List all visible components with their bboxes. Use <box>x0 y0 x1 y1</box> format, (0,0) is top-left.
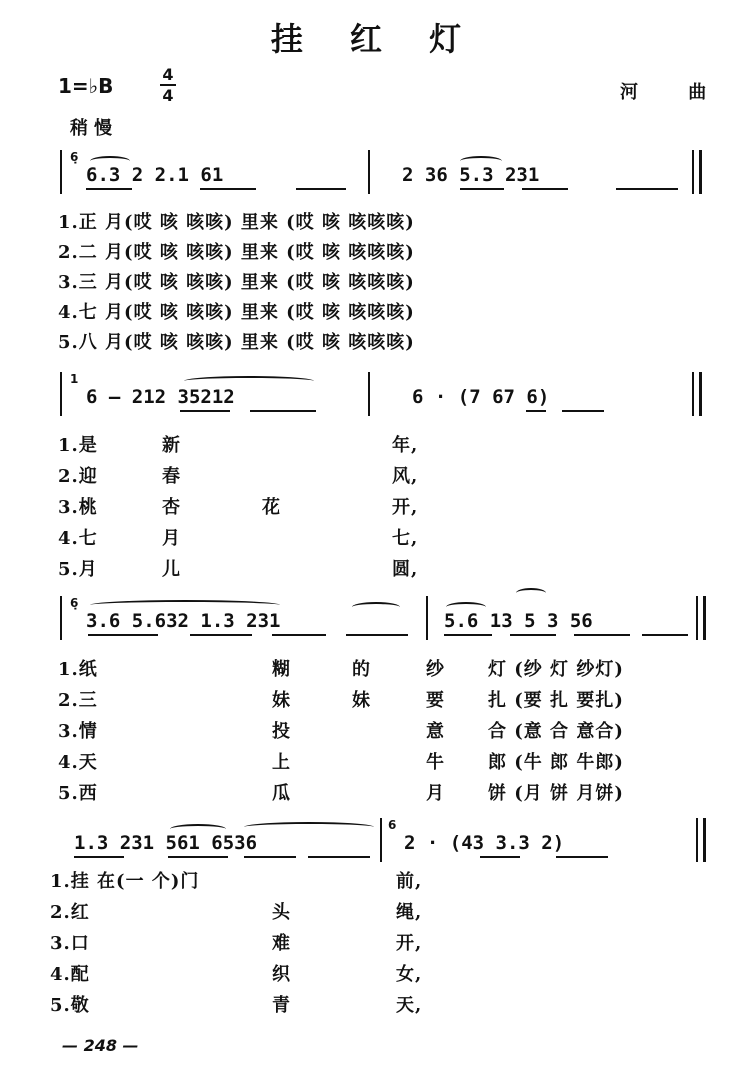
lyrics-block-4 <box>50 866 470 1021</box>
grace-note: 6 <box>388 818 397 832</box>
bar-line <box>60 596 62 640</box>
measure-8: 2 · (43 3.3 2) <box>404 832 565 854</box>
measure-5: 3.6 5.632 1.3 231 <box>86 610 281 632</box>
page-title: 挂 红 灯 <box>270 20 480 58</box>
lyric-line: 4.天 上 牛 郎 (牛 郎 牛郎) <box>58 752 624 773</box>
grace-note: 6̣ <box>70 150 79 164</box>
measure-4: 6 · (7 67 6) <box>412 386 550 408</box>
music-staff-1 <box>60 150 700 194</box>
lyric-line: 1.挂 在(一 个)门 前, <box>50 871 423 892</box>
bar-line <box>368 372 370 416</box>
bar-line <box>60 372 62 416</box>
lyric-line: 4.七 月(哎 咳 咳咳) 里来 (哎 咳 咳咳咳) <box>58 302 415 323</box>
measure-3: 6 — 212 35212 <box>86 386 235 408</box>
meter-top: 4 <box>162 65 174 84</box>
page-number: — 248 — <box>62 1036 139 1055</box>
lyric-line: 3.桃 杏 花 开, <box>58 497 419 518</box>
double-bar-line <box>696 818 706 862</box>
measure-2: 2 36 5.3 231 <box>402 164 540 186</box>
meter-bottom: 4 <box>162 86 174 105</box>
key-signature: 1=♭B <box>58 74 114 98</box>
lyric-line: 4.七 月 七, <box>58 528 419 549</box>
measure-6: 5.6 13 5 3 56 <box>444 610 593 632</box>
lyric-line: 5.八 月(哎 咳 咳咳) 里来 (哎 咳 咳咳咳) <box>58 332 415 353</box>
lyric-line: 1.纸 糊 的 纱 灯 (纱 灯 纱灯) <box>58 659 624 680</box>
lyric-line: 5.敬 青 天, <box>50 995 423 1016</box>
lyric-line: 1.是 新 年, <box>58 435 419 456</box>
measure-7: 1.3 231 561 6536 <box>74 832 258 854</box>
lyrics-block-1 <box>58 208 415 358</box>
bar-line <box>60 150 62 194</box>
tempo-marking: 稍慢 <box>70 118 118 139</box>
lyric-line: 4.配 织 女, <box>50 964 423 985</box>
bar-line <box>426 596 428 640</box>
lyrics-block-3 <box>58 654 708 809</box>
song-origin: 河 曲 <box>620 82 729 103</box>
lyric-line: 2.红 头 绳, <box>50 902 423 923</box>
lyrics-block-2 <box>58 430 478 585</box>
lyric-line: 2.三 妹 妹 要 扎 (要 扎 要扎) <box>58 690 624 711</box>
lyric-line: 3.三 月(哎 咳 咳咳) 里来 (哎 咳 咳咳咳) <box>58 272 415 293</box>
measure-1: 6.3 2 2.1 61 <box>86 164 224 186</box>
grace-note: 1 <box>70 372 79 386</box>
lyric-line: 2.迎 春 风, <box>58 466 419 487</box>
time-signature <box>160 66 176 104</box>
lyric-line: 2.二 月(哎 咳 咳咳) 里来 (哎 咳 咳咳咳) <box>58 242 415 263</box>
lyric-line: 5.月 儿 圆, <box>58 559 419 580</box>
bar-line <box>380 818 382 862</box>
music-staff-3 <box>60 596 700 640</box>
bar-line <box>368 150 370 194</box>
music-staff-2 <box>60 372 700 416</box>
lyric-line: 3.情 投 意 合 (意 合 意合) <box>58 721 624 742</box>
double-bar-line <box>692 150 702 194</box>
lyric-line: 3.口 难 开, <box>50 933 423 954</box>
lyric-line: 1.正 月(哎 咳 咳咳) 里来 (哎 咳 咳咳咳) <box>58 212 415 233</box>
music-staff-4 <box>60 818 700 862</box>
lyric-line: 5.西 瓜 月 饼 (月 饼 月饼) <box>58 783 624 804</box>
double-bar-line <box>692 372 702 416</box>
double-bar-line <box>696 596 706 640</box>
grace-note: 6̣ <box>70 596 79 610</box>
